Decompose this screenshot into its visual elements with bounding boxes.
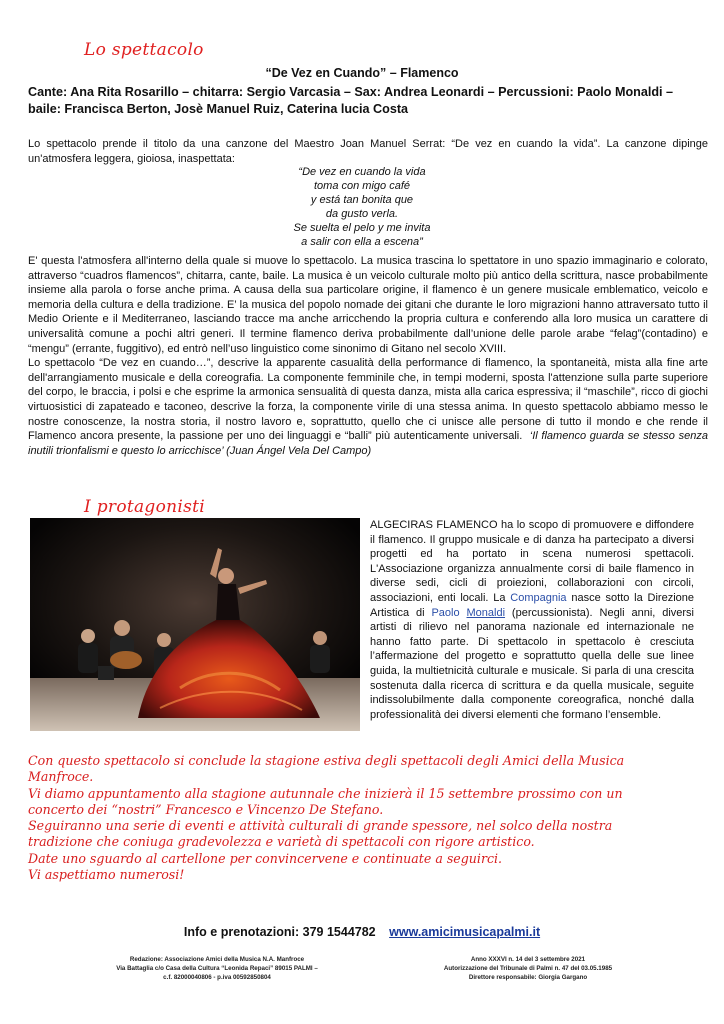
closing-line: Manfroce. — [28, 769, 94, 785]
intro-paragraph — [28, 137, 708, 166]
description-paragraphs — [28, 254, 708, 458]
paragraph-show-text: Lo spettacolo “De vez en cuando…”, descrive la apparente casualità della performance di flamenco, la spontaneità, mista alla fine arte dell'arrangiamento musicale e della coreografia. La componente femminile che, in tempi moderni, sposta l'attenzione sulla parte superiore del corpo, le braccia, i polsi e che esprime la armonica sensualità di questa danza, mista alla carica espressiva; il “maschile”, ricco di giochi virtuosistici di zapateado e taconeo, descrive la forza, la componente virile di una stessa anima. In questo spettacolo abbiamo messo le nostre conoscenze, la nostra storia, il nostro lavoro e, soprattutto, quello che ci unisce alle persone di tutto il mondo e che rende il Flamenco ancora presente, la passione per uno dei linguaggi e “balli” più autenticamente universali. — [28, 357, 708, 443]
cast-credits: Cante: Ana Rita Rosarillo – chitarra: Sergio Varcasia – Sax: Andrea Leonardi – Percussioni: Paolo Monaldi – baile: Francisca Berton, Josè Manuel Ruiz, Caterina lucia Costa — [28, 85, 674, 116]
website-link[interactable]: www.amicimusicapalmi.it — [389, 925, 541, 939]
footer-line: Via Battaglia c/o Casa della Cultura “Leonida Repaci” 89015 PALMI – — [116, 965, 318, 972]
footer-editorial — [82, 955, 352, 982]
closing-line: tradizione che coniuga gradevolezza e varietà di spettacoli con rigore artistico. — [28, 834, 535, 850]
quote-line: Se suelta el pelo y me invita — [293, 222, 431, 234]
paragraph-show-quote: ‘Il flamenco guarda se stesso senza inutili trionfalismi e questo lo arricchisce’ (Juan Ángel Vela Del Campo) — [28, 430, 708, 457]
footer-line: Direttore responsabile: Giorgia Gargano — [468, 974, 588, 981]
song-quote — [0, 165, 724, 249]
show-title: “De Vez en Cuando” – Flamenco — [265, 66, 459, 80]
section-heading-spettacolo: Lo spettacolo — [84, 40, 204, 60]
closing-line: Seguiranno una serie di eventi e attività culturali di grande spessore, nel solco della nostra — [28, 818, 613, 834]
closing-announcement — [28, 753, 718, 883]
info-bar — [0, 925, 724, 939]
quote-line: da gusto verla. — [325, 208, 399, 220]
closing-line: concerto dei “nostri” Francesco e Vincenzo De Stefano. — [28, 801, 384, 817]
closing-line: Vi aspettiamo numerosi! — [28, 867, 185, 883]
info-phone: Info e prenotazioni: 379 1544782 — [183, 925, 376, 939]
protagonists-paragraph — [370, 518, 694, 722]
footer-line: Redazione: Associazione Amici della Musica N.A. Manfroce — [129, 956, 305, 963]
closing-line: Vi diamo appuntamento alla stagione autunnale che inizierà il 15 settembre prossimo con un — [28, 785, 623, 801]
protagonists-text-part2: nasce sotto la Direzione Artistica di — [370, 591, 695, 619]
footer-line: Autorizzazione del Tribunale di Palmi n. 47 del 03.05.1985 — [443, 965, 613, 972]
closing-line: Date uno sguardo al cartellone per convincervene e continuate a seguirci. — [28, 850, 503, 866]
quote-line: a salir con ella a escena” — [301, 236, 423, 248]
company-link[interactable]: Compagnia — [510, 591, 567, 604]
paragraph-show — [28, 356, 708, 458]
director-first-name: Paolo — [431, 606, 460, 619]
footer-line: c.f. 82000040806 - p.iva 00592850804 — [163, 974, 271, 981]
quote-line: y está tan bonita que — [310, 194, 414, 206]
quote-line: toma con migo café — [314, 180, 410, 192]
section-heading-protagonisti: I protagonisti — [84, 497, 206, 517]
intro-text: Lo spettacolo prende il titolo da una canzone del Maestro Joan Manuel Serrat: “De vez en cuando la vida”. La canzone dipinge un'atmosfera leggera, gioiosa, inaspettata: — [28, 138, 708, 165]
footer-line: Anno XXXVI n. 14 del 3 settembre 2021 — [470, 956, 586, 963]
quote-line: “De vez en cuando la vida — [298, 166, 426, 178]
flamenco-performance-photo — [30, 518, 360, 731]
footer-publication — [398, 955, 658, 982]
protagonists-text-part3: (percussionista). Negli anni, diversi artisti di rilievo nel panorama nazionale ed internazionale ne hanno fatto parte. Di spettacolo in spettacolo è cresciuta l’affermazione del progetto e soprattutto quella delle sue linee guida, la multietnicità culturale e musicale. Si parla di una crescita sostenuta dalla ricerca di scrittura e da quella musicale, seguite indissolubilmente dalla componente coreografica, nonché dalla professionalità dei diversi elementi che formano l’ensemble. — [370, 606, 694, 721]
protagonists-text — [370, 518, 694, 722]
paragraph-atmosphere: E' questa l'atmosfera all'interno della quale si muove lo spettacolo. La musica trascina lo spettatore in uno spazio immaginario e colorato, attraverso “cuadros flamencos”, chitarra, cante, baile. La musica è un veicolo culturale molto più antico della scrittura, nasce probabilmente insieme alla parola o forse anche prima. A causa della sua particolare origine, il flamenco è un genere musicale emblematico, veicolo e memoria della cultura e della tradizione. E’ la musica del popolo nomade dei gitani che durante le loro migrazioni hanno attraversato tutto il Medio Oriente e il Mediterraneo, lasciando tracce ma anche arricchendo la propria cultura e conferendo alla loro musica un carattere di universalità comune a pochi altri generi. Il termine flamenco deriva probabilmente dall’unione delle parole arabe “felag”(contadino) e “mengu” (errante, fuggitivo), ed entrò nell’uso linguistico come sinonimo di Gitano nel secolo XVIII. — [28, 255, 708, 355]
protagonists-text-part1: ALGECIRAS FLAMENCO ha lo scopo di promuovere e diffondere il flamenco. Il gruppo musicale e di danza ha partecipato a diversi progetti ed ha portato in scena numerosi spettacoli. L'Associazione organizza annualmente corsi di baile flamenco in diverse sedi, cicli di proiezioni, collaborazioni con circoli, associazioni, enti locali. La — [370, 519, 694, 604]
director-last-name-link[interactable]: Monaldi — [466, 606, 506, 619]
photo-illustration — [30, 518, 360, 731]
closing-line: Con questo spettacolo si conclude la stagione estiva degli spettacoli degli Amici della Musica — [28, 753, 625, 768]
